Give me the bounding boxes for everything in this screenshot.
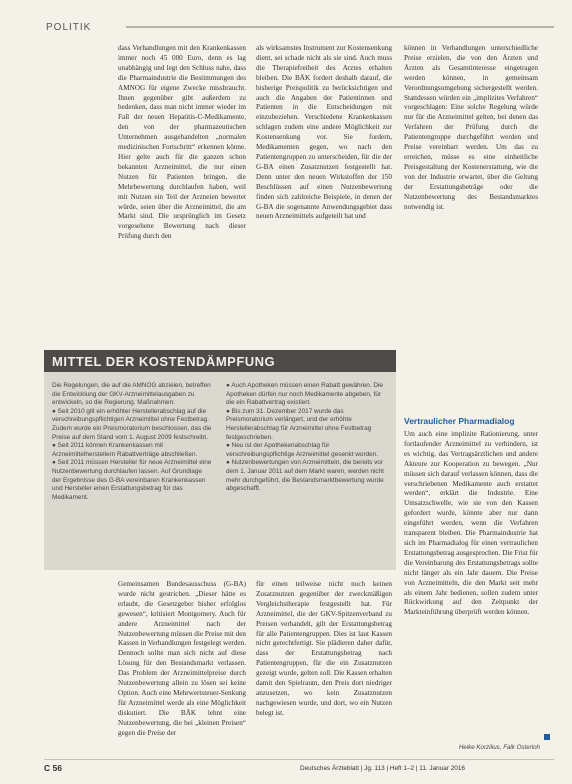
- article-column-2-upper: [256, 44, 392, 346]
- article-text: für einen teilweise nicht noch keinen Zusatznutzen gegenüber der zweckmäßigen Vergleichstherapie festgestellt hat. Für Arzneimittel, die der GKV-Spitzenverband zu Preisen verhandelt, gilt der Erstattungsbetrag für alle Patientengruppen. Dies ist laut Kassen nicht gerechtfertigt. Sie plädieren daher dafür, dass der Erstattungsbetrag nach Patientengruppen, für die ein Zusatznutzen gezeigt wurde, gelten soll. Die Kassen erhalten damit den Spielraum, den Preis dort niedriger anzusetzen, wo kein Zusatznutzen nachgewiesen wurde, und dort, wo ein Nutzen belegt ist.: [256, 580, 392, 717]
- article-column-1-upper: [118, 44, 246, 346]
- article-end-mark: [544, 734, 550, 740]
- article-column-3-lower: [404, 430, 538, 734]
- journal-reference: Deutsches Ärzteblatt | Jg. 113 | Heft 1–2 | 11. Januar 2016: [300, 765, 465, 772]
- article-column-3-upper: [404, 44, 538, 410]
- author-credit: Heike Korzilius, Falk Osterloh: [458, 744, 540, 751]
- article-column-1-lower: [118, 580, 246, 752]
- article-text: als wirksamstes Instrument zur Kostensenkung dient, sei schade nicht als sie sind. Auch muss die Therapiefreiheit des Arztes erhalten bleiben. Die BÄK fordert deshalb darauf, die bisherige Preispolitik zu berücksichtigen und auch die Angaben der Patientinnen und Patienten in die Entscheidungen mit einzubeziehen. Verschiedene Krankenkassen schlagen zudem eine andere Möglichkeit zur Kostensenkung vor. Sie fordern, Medikamenten gegen, wo nach den Patientengruppen zu unterscheiden, für die der G-BA einen Zusatznutzen festgestellt hat. Denn unter den neuen Wirkstoffen der 150 Beschlüssen auf einen Nutzenbewertung finden sich zahlreiche Beispiele, in denen der G-BA die sogenannte Anwendungsgebiet dass neuen Arzneimittels aufgeteilt hat und: [256, 44, 392, 221]
- article-text: dass Verhandlungen mit den Krankenkassen immer noch 45 000 Euro, denn es lag unabhängig und legt den Schluss nahe, dass die Pharmaindustrie die Bestimmungen des AMNOG für eigene Zwecke missbraucht. Ihnen gegenüber gibt außerdem zu bedenken, dass man nicht immer wieder im Fall der neuen Hepatitis-C-Medikamente, den von der pharmazeutischen Unternehmen ausgehandelten „normalen medizinischen Fortschritt“ erkennen könne. Hier gelte auch für die ganzen schon bekannten Arzneimittel, die nur einen Nutzen für Patienten bringen, die Mehrbewertung durchlaufen haben, weil mit Nutzen ein Teil der Arzneien bewertet würde, seien über die Arzneimittel, die am Markt sind. Die ursprünglich im Gesetz vorgesehene Bewertung nach dieser Prüfung durch den: [118, 44, 246, 241]
- section-header: [0, 20, 572, 34]
- article-text: Um auch eine implizite Rationierung, unter fortlaufender Arzneimittel zu verhindern, ist es wichtig, das Vertragsärztlichen und andere Akteure zur Kooperation zu bewegen. „Nur müssen sich darauf verlassen können, dass die verschriebenen Medikamente auch erstattet werden“, erklärt die Industrie. Eine Umsatzschwelle, wie sie von den Kassen gefordert wurde, könnte aber nur dann eingeführt werden, wenn die Verfahren transparent bleiben. Die Pharmaindustrie hat sich im Pharmadialog für einen vertraulichen Erstattungsbetrag ausgesprochen. Die Frist für die Vereinbarung des Erstattungsbetrags sollte nicht länger als ein Jahr dauern. Die Preise von Arzneimitteln, die den Markt seit mehr als einem Jahr bedienen, sollen zudem unter Rückwirkung auf den Zeitpunkt der Markteinführung überprüft werden können.: [404, 430, 538, 617]
- article-text: Gemeinsamen Bundesausschuss (G-BA) wurde nicht gestrichen. „Dieser hätte es erlaubt, die Gesetzgeber bisher erfolglos gewesen“, kritisiert Montgomery. Auch für andere Arzneimittel nach der Nutzenbewertung müssen die Preise mit den Kassen in Verhandlungen festgelegt werden. Dennoch sollte man sich nicht auf diese Lösung für den Bestandsmarkt verlassen. Das Problem der Arzneimittelpreise durch Nutzenbewertung allein zu lösen sei keine Option. Auch eine Mehrwertsteuer-Senkung für Arzneimittel werde als eine Möglichkeit diskutiert. Die BÄK lehnt eine Nutzenbewertung, die bei „kleinen Preisen“ gegen die Preise der: [118, 580, 246, 737]
- subheading: Vertraulicher Pharmadialog: [404, 416, 515, 426]
- article-column-2-lower: [256, 580, 392, 752]
- info-box-left-column: Die Regelungen, die auf die AMNOG abzielen, betreffen die Entwicklung der GKV-Arzneimittelausgaben zu entwickeln, so die Regierung. Maßnahmen: ● Seit 2010 gilt ein erhöhter Herstellerabschlag auf die verschreibungspflichtigen Arzneimittel ohne Festbetrag. Zudem wurde ein Preismoratorium beschlossen, das die Preise auf dem Stand vom 1. August 2009 festschreibt. ● Seit 2011 können Krankenkassen mit Arzneimittelherstellern Rabattverträge abschließen. ● Seit 2011 müssen Hersteller für neue Arzneimittel eine Nutzenbewertung durchlaufen lassen. Auf Grundlage der Ergebnisse des G-BA vereinbaren Krankenkassen und Hersteller einen Erstattungsbetrag für das Medikament.: [52, 382, 212, 501]
- info-box-right-column: ● Auch Apotheken müssen einen Rabatt gewähren. Die Apotheken dürfen nur noch Medikamente abgeben, für die ein Rabattvertrag existiert. ● Bis zum 31. Dezember 2017 wurde das Preismoratorium verlängert, und der erhöhte Herstellerabschlag für Arzneimittel ohne Festbetrag festgeschrieben. ● Neu ist der Apothekenabschlag für verschreibungspflichtige Arzneimittel gesenkt worden. ● Nutzenbewertungen von Arzneimitteln, die bereits vor dem 1. Januar 2011 auf dem Markt waren, werden nicht mehr durchgeführt, die Bestandsmarktbewertung wurde abgeschafft.: [226, 382, 384, 493]
- page-footer: [0, 763, 572, 777]
- footer-rule: [44, 759, 554, 760]
- article-text: können in Verhandlungen unterschiedliche Preise erzielen, die von den Ärzten und Ärzten als Gesamtinteresse eingetragen werden können, in gemeinsam Verordnungsumgebung sichergestellt werden. Stattdessen würden ein „implizites Verfahren“ vorgeschlagen: Eine solche Regelung würde nur für die Arzneimittel gelten, bei denen das Verfahren der Prüfung durch die Patientengruppe durchgeführt werden und Preise vereinbart werden. Um das zu erreichen, müsse es eine einheitliche Preisgestaltung der Kostenerstattung, wie die von der Industrie erwartet, über die Geltung der Erstattungsbeträge oder die Nutzenbewertung des Bestandsmarktes notwendig ist.: [404, 44, 538, 211]
- info-box: [44, 350, 396, 570]
- page-number: C 56: [44, 763, 62, 773]
- info-box-title: MITTEL DER KOSTENDÄMPFUNG: [44, 350, 396, 372]
- section-rule: [126, 26, 554, 28]
- section-label: POLITIK: [46, 21, 92, 33]
